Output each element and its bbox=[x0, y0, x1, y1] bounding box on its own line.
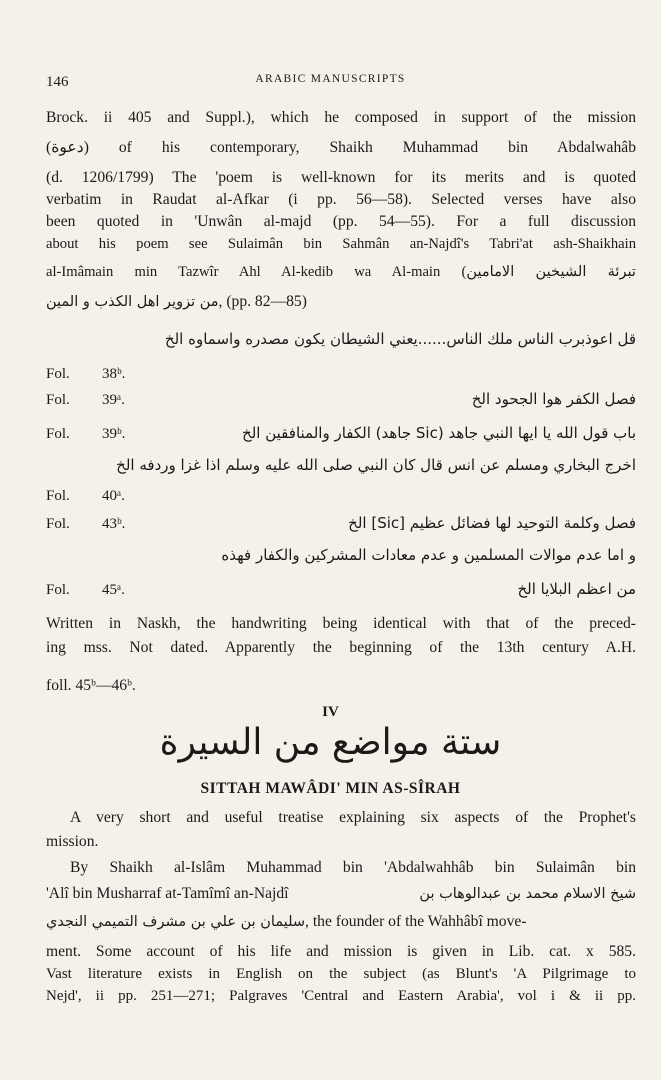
folio-label: Fol. bbox=[46, 392, 70, 408]
folio-arabic: و اما عدم موالات المسلمين و عدم معادات المشركين والكفار فهذه bbox=[221, 546, 636, 564]
body-line: Written in Naskh, the handwriting being identical with that of the preced- bbox=[46, 615, 636, 632]
folio-label: Fol. bbox=[46, 488, 70, 504]
arabic-quote: قل اعوذبرب الناس ملك الناس......يعني الشيطان يكون مصدره واسماوه الخ bbox=[164, 330, 636, 348]
folio-row bbox=[46, 424, 636, 448]
body-line: Nejd', ii pp. 251—271; Palgraves 'Central and Eastern Arabia', vol i & ii pp. bbox=[46, 988, 636, 1004]
body-line: Brock. ii 405 and Suppl.), which he composed in support of the mission bbox=[46, 109, 636, 126]
folio-page: 38ᵇ. bbox=[102, 366, 126, 382]
folio-row bbox=[46, 580, 636, 604]
body-line: By Shaikh al-Islâm Muhammad bin 'Abdalwahhâb bin Sulaimân bin bbox=[70, 859, 636, 876]
folio-page: 39ᵇ. bbox=[102, 426, 126, 442]
body-line: about his poem see Sulaimân bin Sahmân an-Najdî's Tabri'at ash-Shaikhain bbox=[46, 236, 636, 252]
entry-title: SITTAH MAWÂDI' MIN AS-SÎRAH bbox=[200, 780, 461, 797]
body-line: al-Imâmain min Tazwîr Ahl Al-kedib wa Al-main (تبرئة الشيخين الامامين bbox=[46, 264, 636, 280]
folio-page: 40ᵃ. bbox=[102, 488, 125, 504]
body-text: , the founder of the Wahhâbî move- bbox=[305, 913, 527, 930]
folio-row bbox=[46, 364, 636, 388]
folio-label: Fol. bbox=[46, 516, 70, 532]
folio-page: 45ᵃ. bbox=[102, 582, 125, 598]
folio-row bbox=[46, 456, 636, 480]
folio-row bbox=[46, 390, 636, 414]
body-line: mission. bbox=[46, 833, 99, 850]
body-line bbox=[46, 912, 636, 932]
entry-number: IV bbox=[322, 704, 339, 720]
folio-range: foll. 45ᵇ—46ᵇ. bbox=[46, 677, 136, 694]
body-line bbox=[46, 884, 636, 904]
body-line: Vast literature exists in English on the subject (as Blunt's 'A Pilgrimage to bbox=[46, 966, 636, 982]
folio-arabic: اخرج البخاري ومسلم عن انس قال كان النبي صلى الله عليه وسلم اذا غزا وردفه الخ bbox=[116, 456, 636, 474]
folio-label: Fol. bbox=[46, 582, 70, 598]
folio-arabic: فصل وكلمة التوحيد لها فضائل عظيم [Sic] الخ bbox=[348, 514, 636, 532]
arabic-entry-title: ستة مواضع من السيرة bbox=[159, 722, 502, 763]
body-line: verbatim in Raudat al-Afkar (i pp. 56—58). Selected verses have also bbox=[46, 191, 636, 208]
folio-page: 43ᵇ. bbox=[102, 516, 126, 532]
folio-arabic: باب قول الله يا ايها النبي جاهد (Sic جاهد) الكفار والمنافقين الخ bbox=[242, 424, 636, 442]
body-line: ing mss. Not dated. Apparently the beginning of the 13th century A.H. bbox=[46, 639, 636, 656]
folio-row bbox=[46, 514, 636, 538]
folio-row bbox=[46, 546, 636, 570]
folio-label: Fol. bbox=[46, 426, 70, 442]
folio-label: Fol. bbox=[46, 366, 70, 382]
folio-arabic: من اعظم البلايا الخ bbox=[517, 580, 636, 598]
body-line: been quoted in 'Unwân al-majd (pp. 54—55). For a full discussion bbox=[46, 213, 636, 230]
body-line bbox=[46, 292, 636, 312]
body-line: A very short and useful treatise explaining six aspects of the Prophet's bbox=[70, 809, 636, 826]
body-line: ment. Some account of his life and mission is given in Lib. cat. x 585. bbox=[46, 943, 636, 960]
author-name: 'Alî bin Musharraf at-Tamîmî an-Najdî bbox=[46, 885, 289, 902]
folio-page: 39ᵃ. bbox=[102, 392, 125, 408]
page-ref: , (pp. 82—85) bbox=[218, 293, 307, 310]
arabic-title-fragment: من تزوير اهل الكذب و المين bbox=[46, 294, 219, 310]
author-arabic-2: سليمان بن علي بن مشرف التميمي النجدي bbox=[46, 914, 306, 930]
page-number: 146 bbox=[46, 74, 69, 90]
running-title: ARABIC MANUSCRIPTS bbox=[255, 73, 406, 85]
folio-row bbox=[46, 486, 636, 510]
body-line: (دعوة) of his contemporary, Shaikh Muhammad bin Abdalwahâb bbox=[46, 139, 636, 156]
folio-arabic: فصل الكفر هوا الجحود الخ bbox=[471, 390, 636, 408]
body-line: (d. 1206/1799) The 'poem is well-known for its merits and is quoted bbox=[46, 169, 636, 186]
author-arabic-1: شيخ الاسلام محمد بن عبدالوهاب بن bbox=[419, 886, 636, 902]
